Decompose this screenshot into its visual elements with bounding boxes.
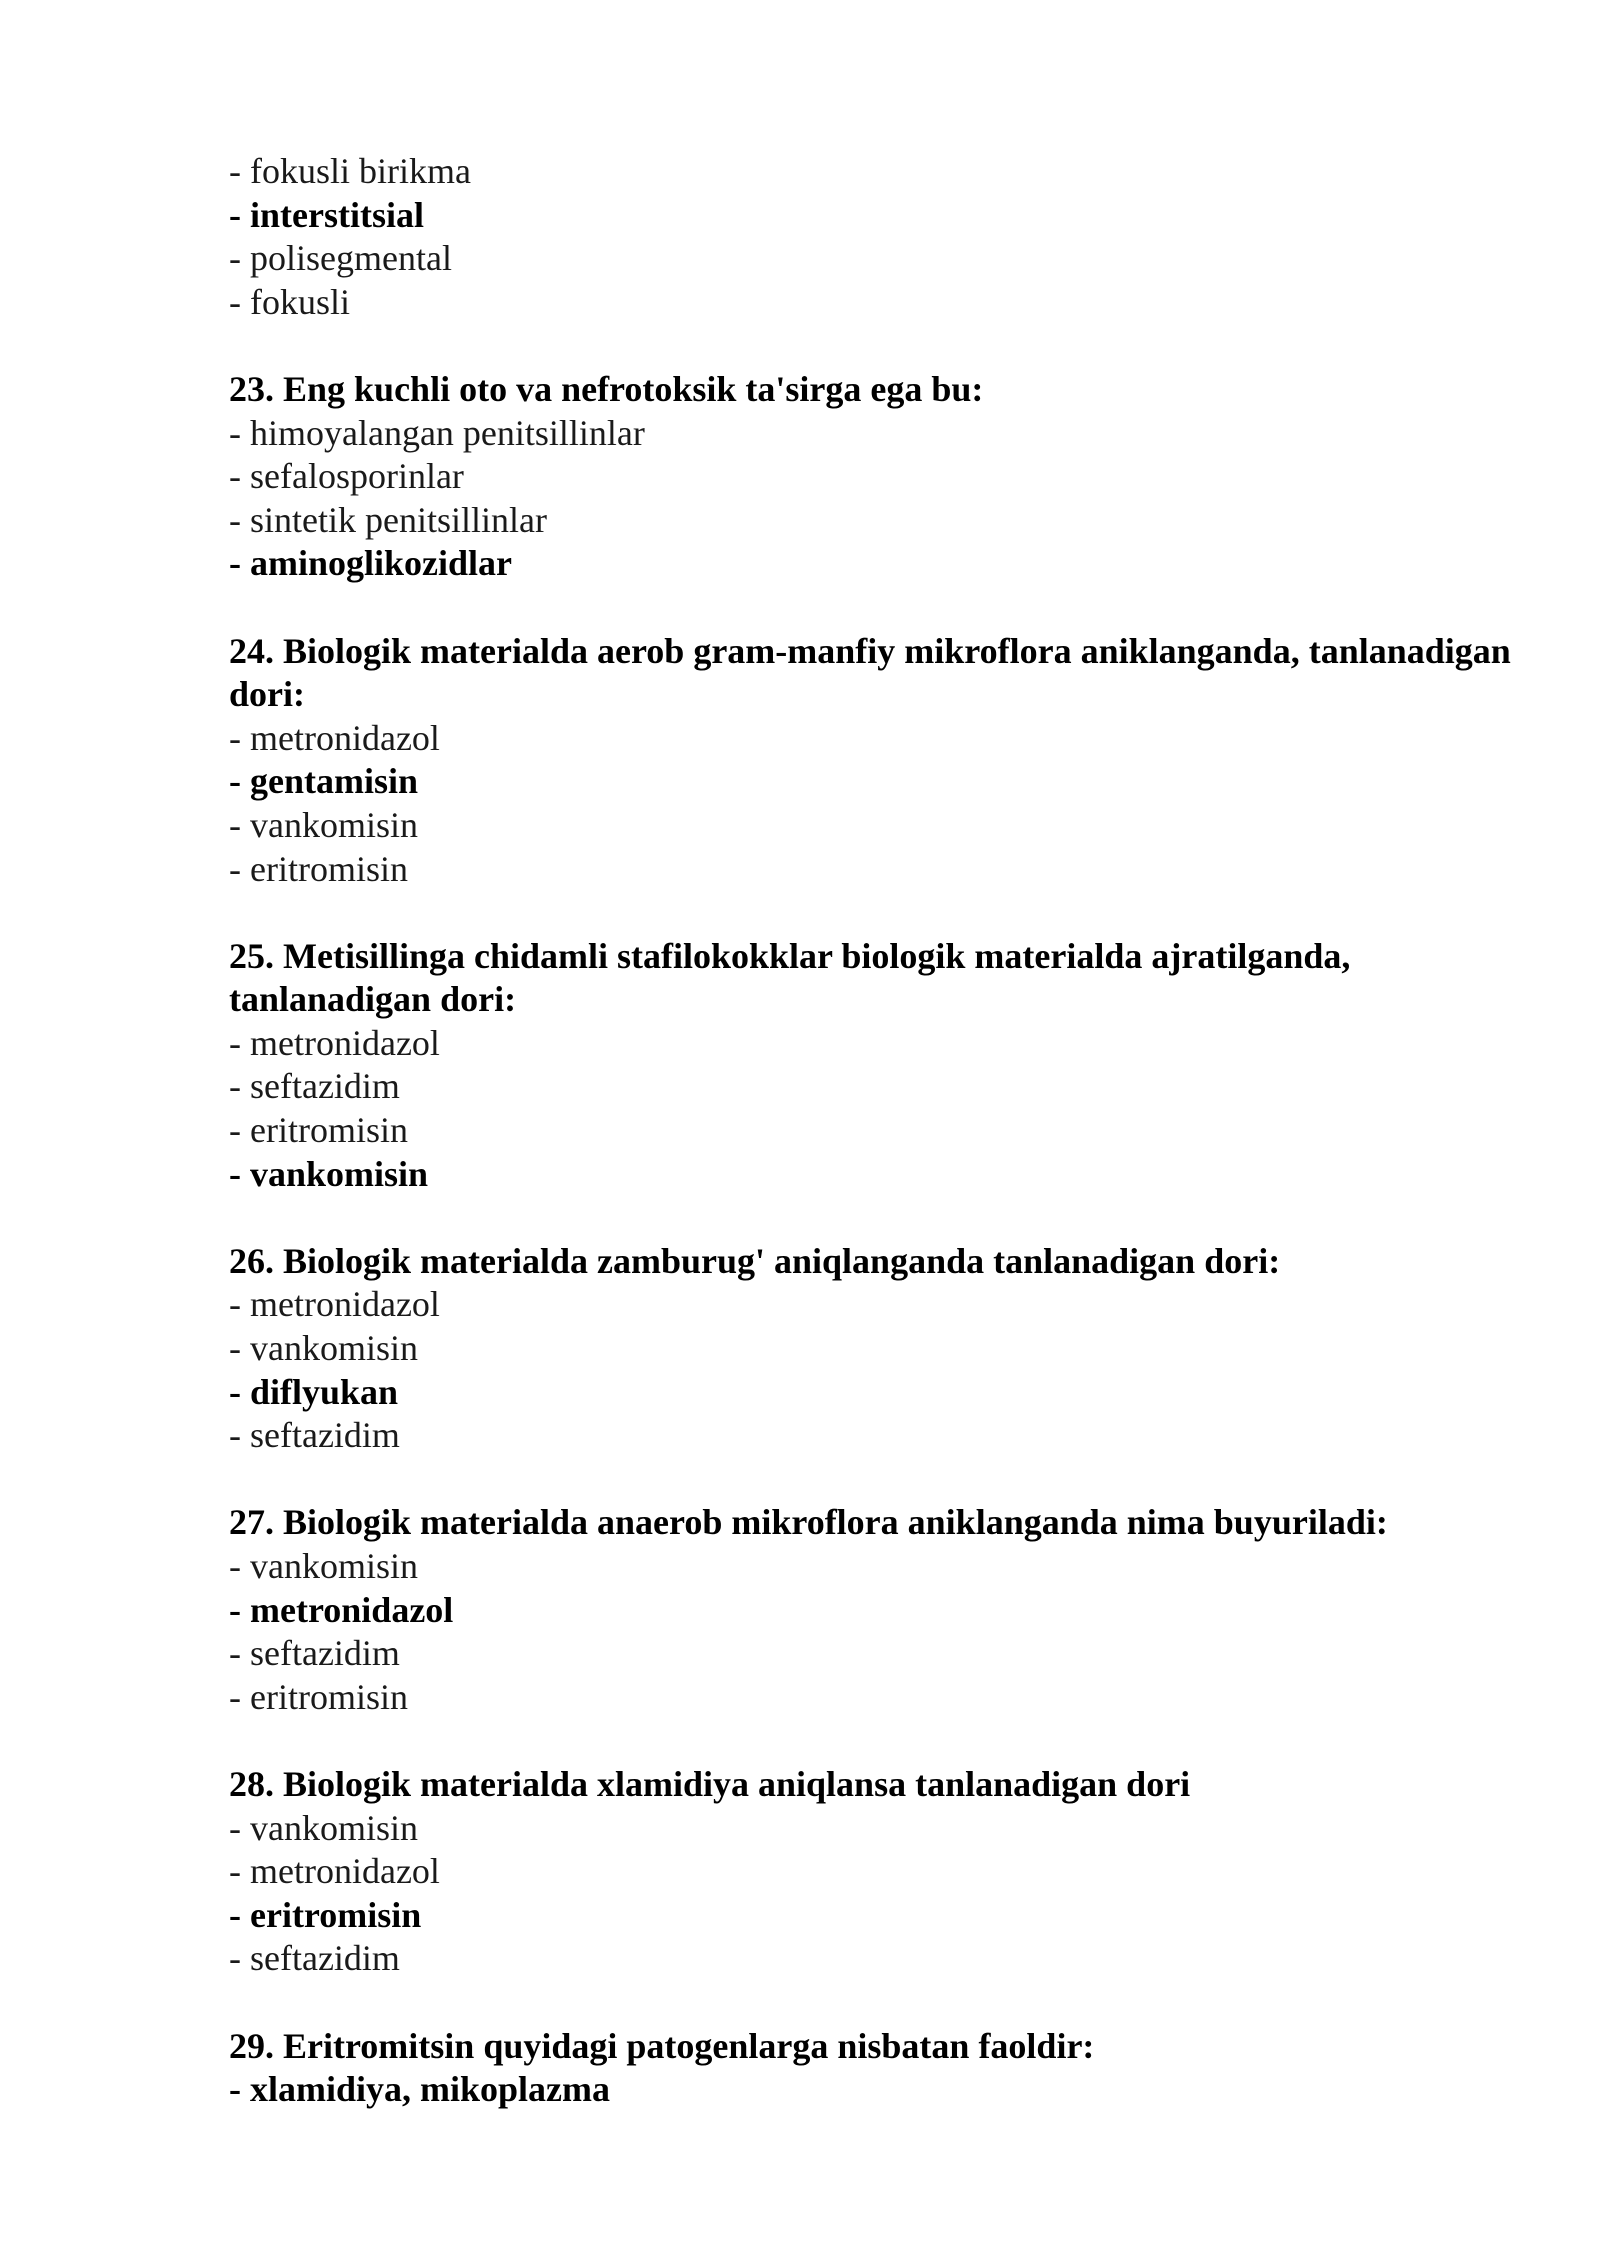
answer-option: - vankomisin: [229, 804, 418, 845]
correct-answer-option: - interstitsial: [229, 194, 424, 235]
correct-answer-option: - diflyukan: [229, 1371, 399, 1412]
question-text: 26. Biologik materialda zamburug' aniqlanganda tanlanadigan dori:: [229, 1240, 1281, 1281]
correct-answer-option: - metronidazol: [229, 1589, 454, 1630]
question-text: 28. Biologik materialda xlamidiya aniqlansa tanlanadigan dori: [229, 1763, 1191, 1804]
answer-option: - seftazidim: [229, 1633, 400, 1674]
answer-option: - vankomisin: [229, 1546, 418, 1586]
answer-option: - fokusli: [229, 281, 350, 322]
answer-option: - sefalosporinlar: [229, 456, 464, 497]
answer-option: - metronidazol: [229, 1851, 440, 1892]
answer-option: - seftazidim: [229, 1938, 400, 1979]
question-29: [229, 2025, 1529, 2112]
answer-option: - eritromisin: [229, 1110, 408, 1151]
answer-option: - polisegmental: [229, 238, 452, 279]
answer-option: - himoyalangan penitsillinlar: [229, 412, 645, 453]
correct-answer-option: - aminoglikozidlar: [229, 543, 513, 584]
question-23: [229, 368, 1529, 586]
answer-option: - vankomisin: [229, 1328, 418, 1369]
question-text: 25. Metisillinga chidamli stafilokokklar biologik materialda ajratilganda, tanlanadigan dori:: [229, 935, 1351, 1020]
prev-answer-list: [229, 150, 1529, 324]
answer-option: - vankomisin: [229, 1807, 418, 1848]
correct-answer-option: - vankomisin: [229, 1153, 429, 1194]
answer-option: - metronidazol: [229, 1022, 440, 1063]
answer-option: - seftazidim: [229, 1066, 400, 1107]
question-24: [229, 630, 1529, 892]
correct-answer-option: - eritromisin: [229, 1894, 422, 1935]
question-27: [229, 1501, 1529, 1719]
answer-option: - metronidazol: [229, 1284, 440, 1325]
answer-option: - fokusli birikma: [229, 151, 471, 191]
correct-answer-option: - xlamidiya, mikoplazma: [229, 2069, 611, 2110]
answer-option: - seftazidim: [229, 1415, 400, 1456]
question-26: [229, 1240, 1529, 1458]
question-28: [229, 1763, 1529, 1981]
question-25: [229, 935, 1529, 1197]
correct-answer-option: - gentamisin: [229, 761, 418, 802]
question-text: 27. Biologik materialda anaerob mikroflora aniklanganda nima buyuriladi:: [229, 1502, 1388, 1543]
question-text: 24. Biologik materialda aerob gram-manfiy mikroflora aniklanganda, tanlanadigan dori:: [229, 630, 1511, 715]
answer-option: - sintetik penitsillinlar: [229, 499, 547, 540]
answer-option: - metronidazol: [229, 717, 440, 758]
question-text: 23. Eng kuchli oto va nefrotoksik ta'sirga ega bu:: [229, 368, 984, 409]
document-page: [229, 150, 1529, 2112]
answer-option: - eritromisin: [229, 1676, 408, 1717]
question-text: 29. Eritromitsin quyidagi patogenlarga nisbatan faoldir:: [229, 2025, 1095, 2066]
answer-option: - eritromisin: [229, 848, 408, 889]
